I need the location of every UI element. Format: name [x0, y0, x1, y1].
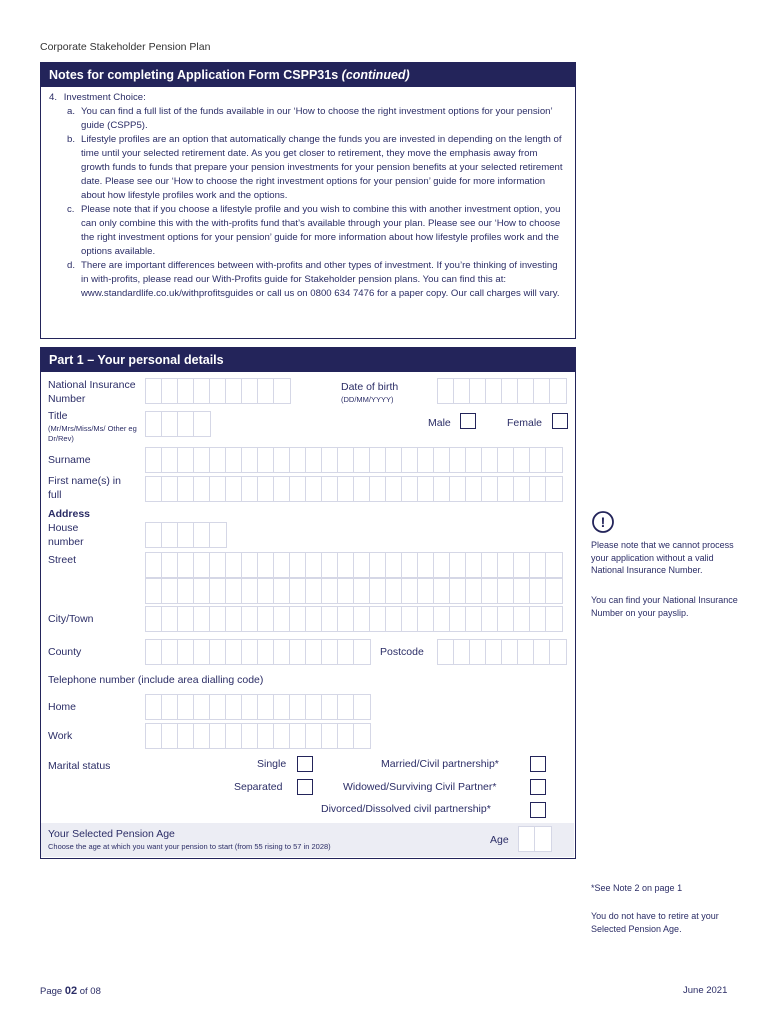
see-note-2: *See Note 2 on page 1	[591, 883, 683, 893]
part1-header	[41, 348, 575, 372]
retire-note: You do not have to retire at your Selected Pension Age.	[591, 911, 719, 934]
ni-warning-note: Please note that we cannot process your application without a valid National Insurance Number.	[591, 540, 734, 575]
note-letter: d.	[67, 260, 76, 271]
warning-icon	[591, 510, 615, 534]
postcode-label: Postcode	[380, 646, 424, 658]
house-number-input[interactable]	[145, 522, 227, 548]
city-label: City/Town	[48, 613, 94, 625]
work-phone-input[interactable]	[145, 723, 371, 749]
dob-input[interactable]	[437, 378, 567, 404]
ni-number-input[interactable]	[145, 378, 291, 404]
note-item	[67, 105, 567, 133]
title-label: Title	[48, 410, 68, 422]
ni-label: National Insurance Number	[48, 379, 136, 405]
first-names-label: First name(s) in full	[48, 475, 121, 501]
selected-pension-age-band	[41, 823, 574, 857]
divorced-checkbox[interactable]	[530, 802, 546, 818]
surname-input[interactable]	[145, 447, 563, 473]
female-checkbox[interactable]	[552, 413, 568, 429]
page-number	[40, 985, 101, 997]
home-phone-label: Home	[48, 701, 77, 713]
notes-title: Notes for completing Application Form CSPP31s	[49, 68, 339, 82]
note-item	[67, 203, 567, 259]
address-label: Address	[48, 508, 91, 520]
note-item	[67, 259, 567, 301]
notes-title-suffix: (continued)	[341, 68, 410, 82]
ni-payslip-note: You can find your National Insurance Number on your payslip.	[591, 595, 738, 618]
widowed-checkbox[interactable]	[530, 779, 546, 795]
postcode-input[interactable]	[437, 639, 567, 665]
question-number: 4.	[49, 92, 58, 103]
house-number-label: House number	[48, 522, 84, 548]
plan-title: Corporate Stakeholder Pension Plan	[40, 41, 211, 53]
page-num: 02	[64, 985, 78, 997]
married-label: Married/Civil partnership*	[381, 758, 499, 770]
married-checkbox[interactable]	[530, 756, 546, 772]
widowed-label: Widowed/Surviving Civil Partner*	[343, 781, 497, 793]
note-text: You can find a full list of the funds available in our ‘How to choose the right investment options for your pension’ guide (CSPP5).	[81, 106, 553, 131]
single-label: Single	[257, 758, 287, 770]
note-item	[67, 133, 567, 203]
part1-box	[40, 347, 576, 859]
title-input[interactable]	[145, 411, 211, 437]
male-checkbox[interactable]	[460, 413, 476, 429]
telephone-label: Telephone number (include area dialling code)	[48, 674, 264, 686]
male-label: Male	[428, 417, 451, 429]
note-letter: b.	[67, 134, 76, 145]
question-label: Investment Choice:	[63, 92, 146, 103]
part1-title: Part 1 – Your personal details	[49, 353, 224, 367]
divorced-label: Divorced/Dissolved civil partnership*	[321, 803, 491, 815]
home-phone-input[interactable]	[145, 694, 371, 720]
city-input[interactable]	[145, 606, 563, 632]
page-prefix: Page	[40, 986, 63, 997]
age-label: Age	[490, 834, 509, 846]
note-text: Lifestyle profiles are an option that automatically change the funds you are invested in depending on the length of time until your selected retirement date. As you get closer to retirement, they move the emphasis away from growth funds to funds that prepare your pension investments for your pension benefits at your selected retirement date. Please see our ‘How to choose the right investment options for your pension’ guide for more information about how lifestyle profiles work and the options.	[81, 134, 563, 201]
county-input[interactable]	[145, 639, 371, 665]
notes-box	[40, 62, 576, 339]
title-hint: (Mr/Mrs/Miss/Ms/ Other eg Dr/Rev)	[48, 424, 137, 443]
separated-label: Separated	[234, 781, 283, 793]
marital-status-label: Marital status	[48, 760, 111, 772]
single-checkbox[interactable]	[297, 756, 313, 772]
notes-header	[41, 63, 575, 87]
footer-date: June 2021	[683, 985, 728, 996]
street-label: Street	[48, 554, 77, 566]
separated-checkbox[interactable]	[297, 779, 313, 795]
spa-title: Your Selected Pension Age	[48, 828, 175, 840]
spa-hint: Choose the age at which you want your pension to start (from 55 rising to 57 in 2028)	[48, 842, 331, 851]
surname-label: Surname	[48, 454, 91, 466]
age-input[interactable]	[518, 826, 552, 852]
dob-format: (DD/MM/YYYY)	[341, 395, 394, 404]
notes-body	[41, 87, 575, 301]
female-label: Female	[507, 417, 543, 429]
county-label: County	[48, 646, 82, 658]
page-suffix: of 08	[79, 986, 101, 997]
street-input-line2[interactable]	[145, 578, 563, 604]
note-letter: a.	[67, 106, 76, 117]
note-text: Please note that if you choose a lifestyle profile and you wish to combine this with another investment option, you can only combine this with the with-profits fund that’s available through your plan. Please see our ‘How to choose the right investment options for your pension’ guide for more information about how lifestyle profiles work and the options available.	[81, 204, 561, 257]
dob-label: Date of birth	[341, 381, 399, 393]
work-phone-label: Work	[48, 730, 73, 742]
street-input-line1[interactable]	[145, 552, 563, 578]
note-letter: c.	[67, 204, 75, 215]
question-4	[49, 91, 567, 105]
note-text: There are important differences between with-profits and other types of investment. If you’re thinking of investing in with-profits, please read our With-Profits guide for Stakeholder pension plans. You can find this at: www.standardlife.co.uk/withprofitsguides or call us on 0800 634 7476 for a paper copy. Our call charges will vary.	[81, 260, 560, 299]
warning-icon-glyph: !	[600, 514, 606, 530]
first-names-input[interactable]	[145, 476, 563, 502]
